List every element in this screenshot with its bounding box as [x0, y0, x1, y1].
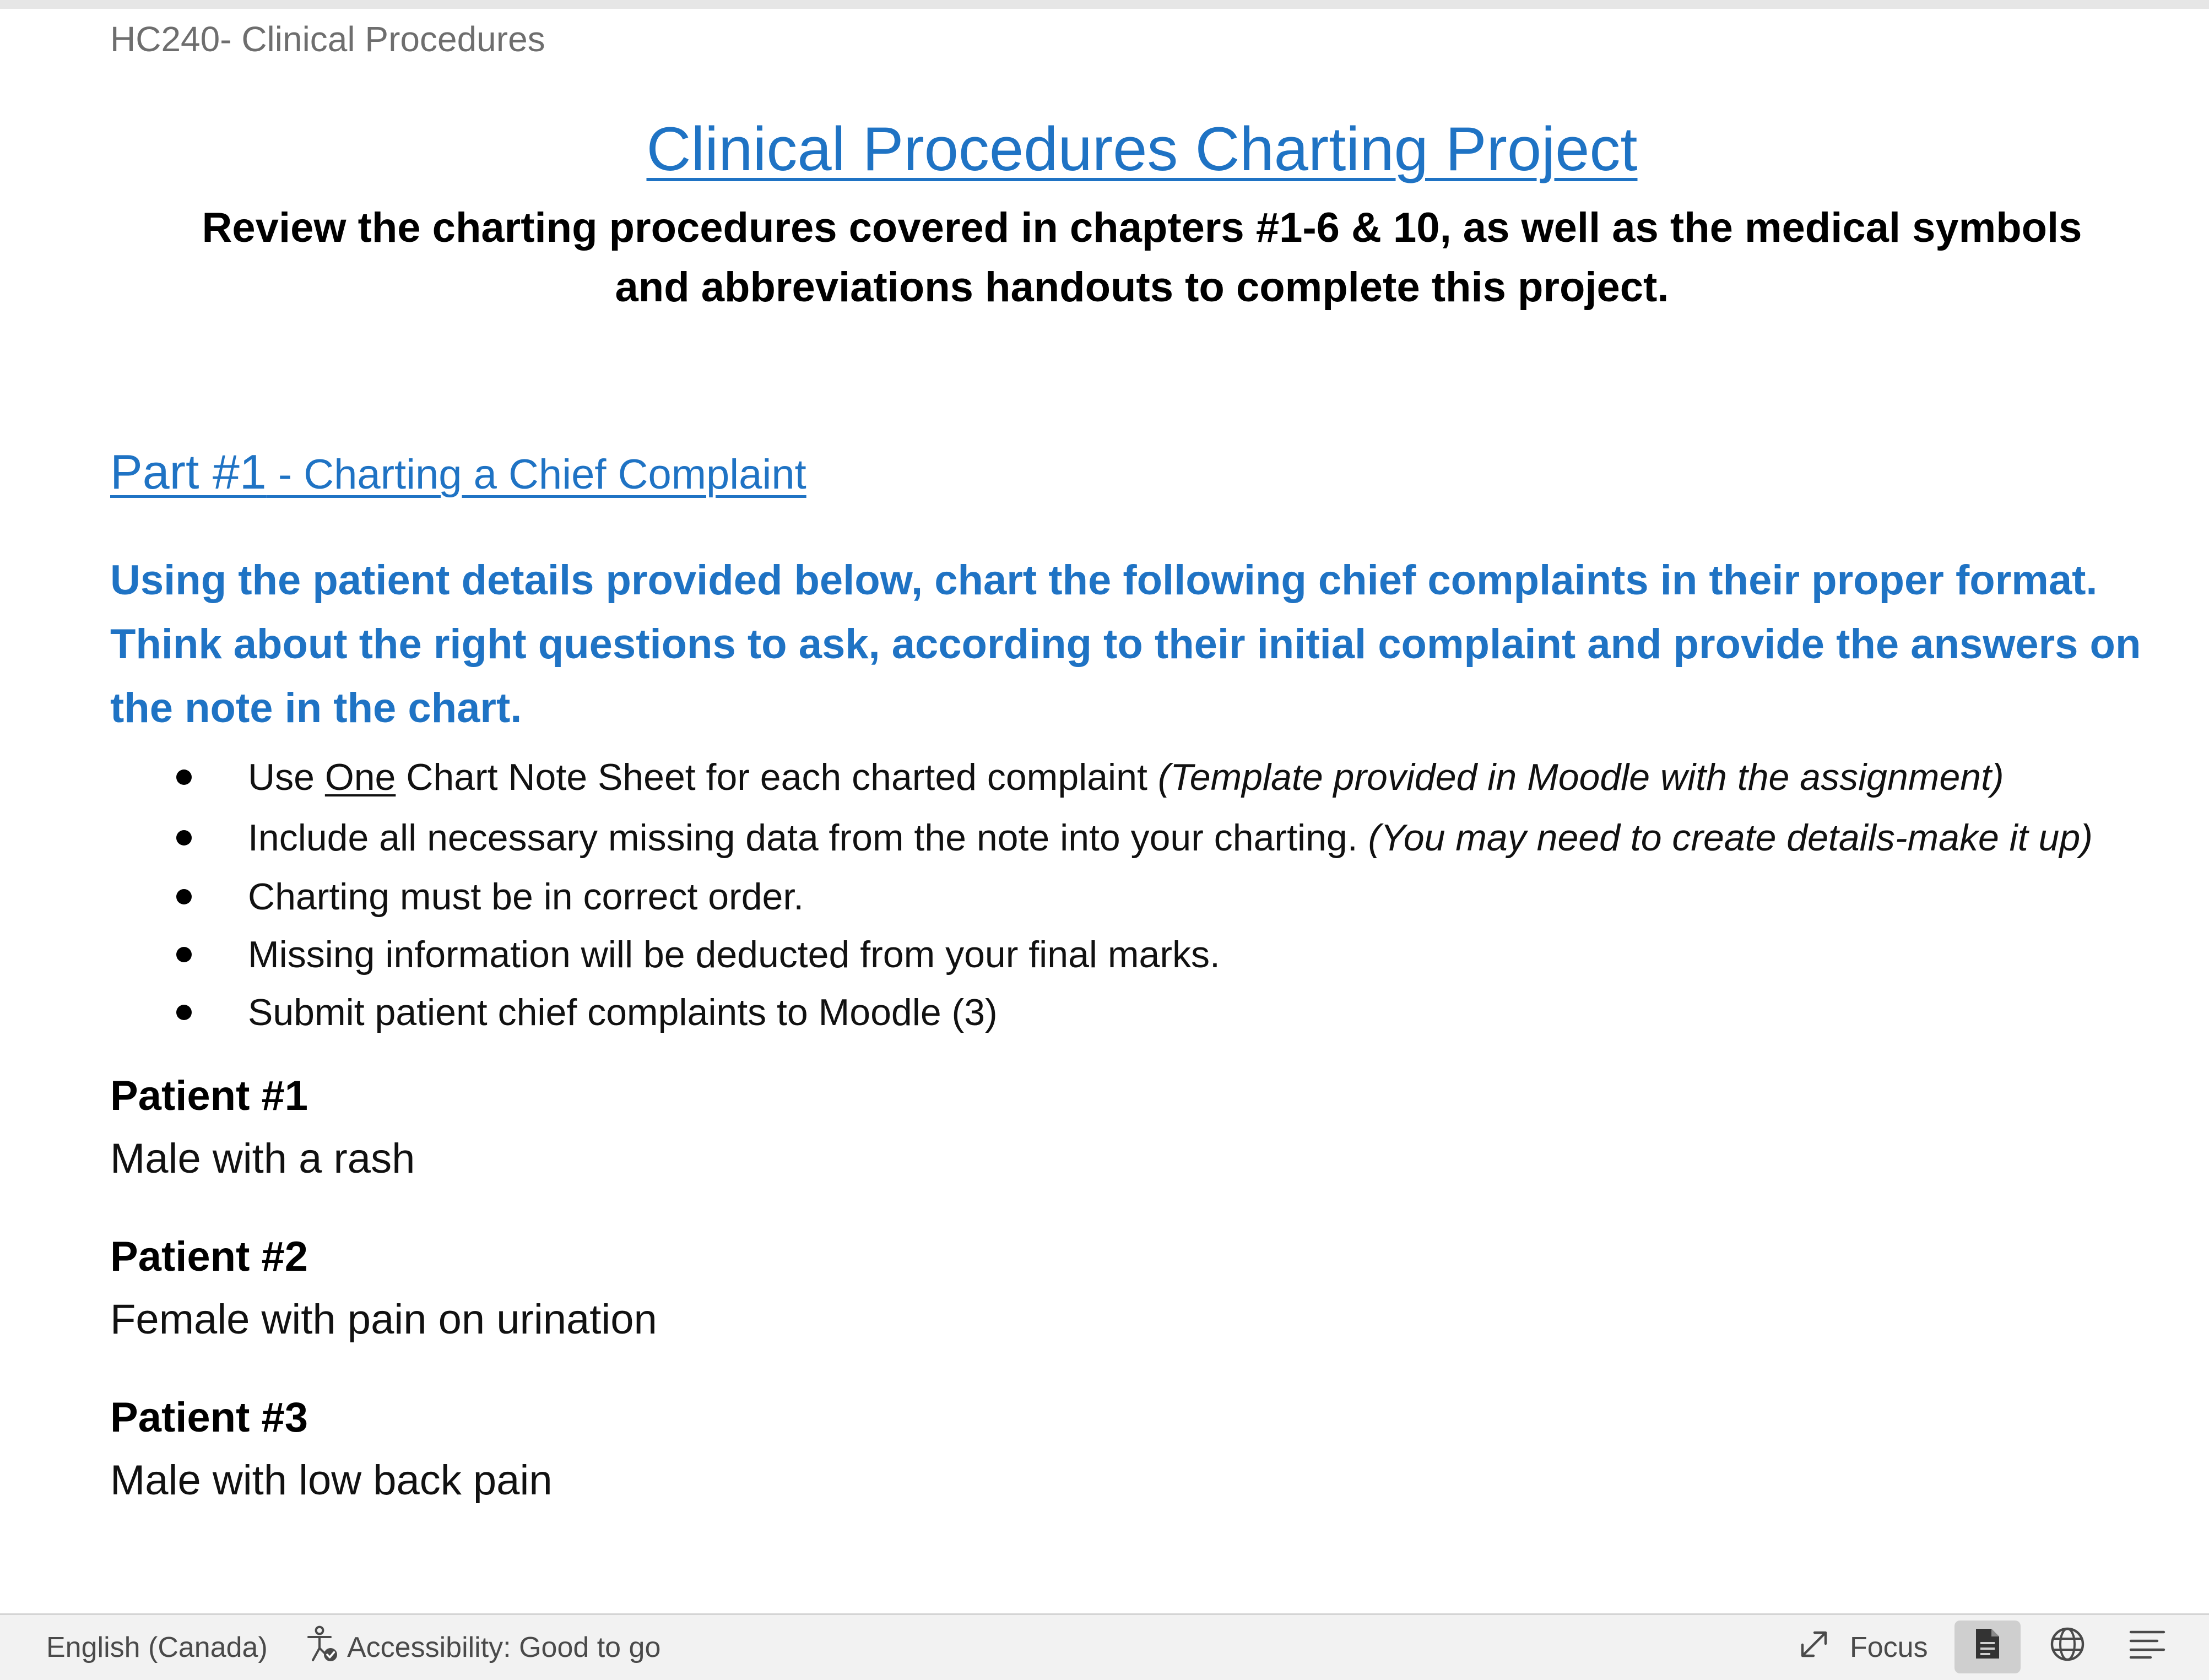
bullet-underlined-text: One — [324, 756, 396, 798]
bullet-item — [176, 747, 2192, 808]
status-bar — [0, 1613, 2209, 1680]
bullet-item — [176, 868, 2192, 925]
part1-heading-title: - Charting a Chief Complaint — [266, 451, 806, 498]
bullet-text: Use — [248, 756, 325, 798]
part1-heading — [110, 444, 806, 500]
patient-3-description: Male with low back pain — [110, 1457, 553, 1504]
bullet-text: Include all necessary missing data from the note into your charting. — [248, 817, 1368, 859]
focus-expand-icon — [1798, 1628, 1830, 1667]
bullet-dot — [176, 889, 192, 904]
accessibility-status-text: Accessibility: Good to go — [347, 1632, 661, 1663]
bullet-italic-note: (Template provided in Moodle with the assignment) — [1157, 756, 2004, 798]
focus-mode-button[interactable] — [1798, 1615, 1928, 1680]
patient-2-label: Patient #2 — [110, 1233, 308, 1280]
accessibility-checker[interactable] — [304, 1615, 660, 1680]
outline-view-button[interactable] — [2129, 1615, 2166, 1680]
bullet-item — [176, 984, 2192, 1041]
patient-3-label: Patient #3 — [110, 1394, 308, 1441]
bullet-italic-note: (You may need to create details-make it up) — [1368, 817, 2093, 859]
document-subtitle: Review the charting procedures covered in chapters #1-6 & 10, as well as the medical symbols and abbreviations handouts to complete this project. — [202, 204, 2082, 311]
read-mode-icon — [1974, 1627, 2001, 1668]
print-layout-icon — [2129, 1629, 2166, 1667]
accessibility-icon — [304, 1625, 339, 1671]
bullet-dot — [176, 947, 192, 962]
document-page[interactable] — [0, 9, 2209, 1613]
instruction-bullet-list — [176, 747, 2192, 1041]
page-header-course: HC240- Clinical Procedures — [110, 19, 545, 59]
web-layout-button[interactable] — [2048, 1615, 2087, 1680]
web-layout-icon — [2048, 1625, 2087, 1671]
bullet-dot — [176, 1005, 192, 1020]
bullet-dot — [176, 830, 192, 846]
document-title: Clinical Procedures Charting Project — [646, 115, 1638, 183]
part1-instructions: Using the patient details provided below, chart the following chief complaints in their proper format. Think about the right questions to ask, according to their initial complaint and provide the answers on the note in the chart. — [110, 557, 2141, 731]
bullet-text: Missing information will be deducted from your final marks. — [248, 934, 1220, 976]
patient-1-label: Patient #1 — [110, 1072, 308, 1119]
patient-1-description: Male with a rash — [110, 1135, 415, 1182]
bullet-text: Submit patient chief complaints to Moodle (3) — [248, 991, 998, 1033]
focus-label: Focus — [1850, 1632, 1928, 1663]
bullet-item — [176, 808, 2192, 868]
part1-heading-number: Part #1 — [110, 445, 267, 499]
language-indicator[interactable]: English (Canada) — [46, 1632, 268, 1663]
bullet-text: Charting must be in correct order. — [248, 876, 804, 918]
bullet-text: Chart Note Sheet for each charted complaint — [396, 756, 1158, 798]
read-mode-button[interactable] — [1954, 1621, 2021, 1673]
bullet-item — [176, 925, 2192, 984]
bullet-dot — [176, 769, 192, 785]
patient-2-description: Female with pain on urination — [110, 1296, 657, 1343]
